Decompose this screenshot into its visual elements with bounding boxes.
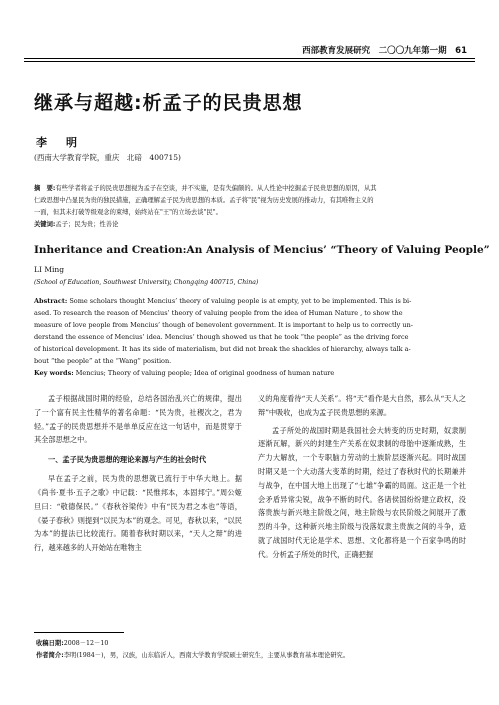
body-paragraph: 义的角度看待“天人关系”。将“天”看作是大自然，那么从“天人之辩”中吸收，也成为孟子民贵思想的来源。: [258, 394, 466, 417]
header-rule: [24, 58, 475, 59]
abstract-en-text: Some scholars thought Mencius’ theory of valuing people is at empty, yet to be implemented. This is bi-: [69, 297, 412, 305]
keywords-cn: [34, 219, 466, 230]
abstract-en-line-5: of historical development. It has its side of materialism, but did not break the shackles of hierarchy, always talk a-: [34, 345, 411, 353]
article-title-cn: 继承与超越:析孟子的民贵思想: [34, 92, 303, 114]
body-paragraph: 早在孟子之前，民为贵的思想就已流行于中华大地上。据《尚书·夏书·五子之歌》中记载：“民惟邦本，本固邦宁。”周公姬旦曰：“敬德保民。”《春秋谷梁传》中有“民为君之本也”等语，《晏子春秋》则提到“以民为本”的观念。可见，春秋以来，“以民为本”的提法已比较流行。随着春秋时期以来，“天人之辩”的进行，越来越多的人开始站在唯物主: [34, 474, 242, 553]
keywords-cn-text: 孟子；民为贵；性善论: [55, 221, 119, 228]
abstract-en-line-1: [34, 296, 466, 308]
footnote-rule: [34, 632, 124, 633]
abstract-cn-line-2: 仁政思想中凸显民为贵的独民措施，正确理解孟子民为贵思想的本质。孟子将"民"视为历史发展的推动力，有其唯物主义的: [34, 197, 374, 204]
body-column-right: [258, 392, 466, 562]
abstract-en-line-4: derstand the essence of Mencius’ idea. Mencius’ though showed us that he took “the people” as the driving force: [34, 333, 409, 341]
article-title-en: Inheritance and Creation:An Analysis of Mencius’ “Theory of Valuing People”: [34, 244, 490, 256]
keywords-cn-label: 关键词:: [34, 221, 56, 228]
body-column-left: [34, 392, 242, 555]
abstract-cn-line-3: 一面，但其未打破等级观念的束缚，始终站在"王"的立场去谈"民"。: [34, 209, 222, 216]
section-heading: 一、孟子民为贵思想的理论来源与产生的社会时代: [48, 455, 207, 465]
abstract-cn-label: 摘 要:: [34, 185, 56, 192]
body-paragraph: 孟子根据战国时期的经验，总结各国治乱兴亡的规律，提出了一个富有民主性精华的著名命题：“民为贵，社稷次之，君为轻。”孟子的民贵思想并不是单单反应在这一句话中，而是贯穿于其全部思想之中。: [34, 394, 242, 445]
affiliation-en: (School of Education, Southwest University, Chongqing 400715, China): [34, 279, 259, 286]
header-rule-thin: [24, 61, 475, 62]
abstract-en-label: Abstract:: [34, 297, 68, 305]
affiliation-cn: (西南大学教育学院，重庆 北碚 400715): [34, 153, 181, 162]
abstract-cn-line-1: [34, 183, 466, 194]
keywords-en-label: Key words:: [34, 369, 74, 377]
received-label: 收稿日期:: [36, 640, 64, 647]
abstract-en-line-3: measure of love people from Mencius’ though of benevolent government. It is important to help us to correctly un-: [34, 321, 413, 329]
bio-text: (1984－)，男，汉族，山东临沂人，西南大学教育学院硕士研究生，主要从事教育基本理论研究。: [76, 652, 350, 659]
author-name-cn: 李 明: [36, 136, 81, 149]
abstract-cn-text: 有些学者将孟子的民贵思想视为孟子在空谈，并不实施，是有失偏颇的。从人性论中挖掘孟子民贵思想的原因，从其: [55, 185, 377, 192]
abstract-en-line-6: bout “the people” at the “Wang” position.: [34, 357, 172, 365]
header-journal-info: 西部教育发展研究 二〇〇九年第一期 61: [302, 46, 467, 56]
running-header: [24, 44, 475, 58]
bio-label: 作者简介:: [36, 652, 64, 659]
keywords-en: [34, 368, 466, 380]
footnote-author-bio: 作者简介:李明(1984－)，男，汉族，山东临沂人，西南大学教育学院硕士研究生，主要从事教育基本理论研究。: [36, 652, 350, 659]
keywords-en-text: Mencius; Theory of valuing people; Idea of original goodness of human nature: [75, 369, 335, 377]
body-paragraph: 孟子所处的战国时期是我国社会大转变的历史时期，奴隶制逐渐瓦解，新兴的封建生产关系在奴隶制的母胎中逐渐成熟，生产力大解放，一个专职脑力劳动的士族阶层逐渐兴起。同时战国时期又是一个大动荡大变革的时期，经过了春秋时代的长期兼并与战争，在中国大地上出现了“七雄”争霸的局面。这正是一个社会矛盾异常尖锐，战争不断的时代。各诸侯国纷纷建立政权，没落贵族与新兴地主阶级之间，地主阶级与农民阶级之间展开了激烈的斗争，这种新兴地主阶级与没落奴隶主贵族之间的斗争，造就了战国时代无论是学术、思想、文化都将是一个百家争鸣的时代。分析孟子所处的时代，正确把握: [258, 425, 466, 559]
abstract-en-line-2: ased. To research the reason of Mencius’ theory of valuing people from the idea of Human Nature , to show the: [34, 309, 403, 317]
author-name-en: LI Ming: [34, 265, 65, 274]
footnote-received: [36, 638, 108, 647]
received-date: 2008－12－10: [63, 640, 109, 647]
